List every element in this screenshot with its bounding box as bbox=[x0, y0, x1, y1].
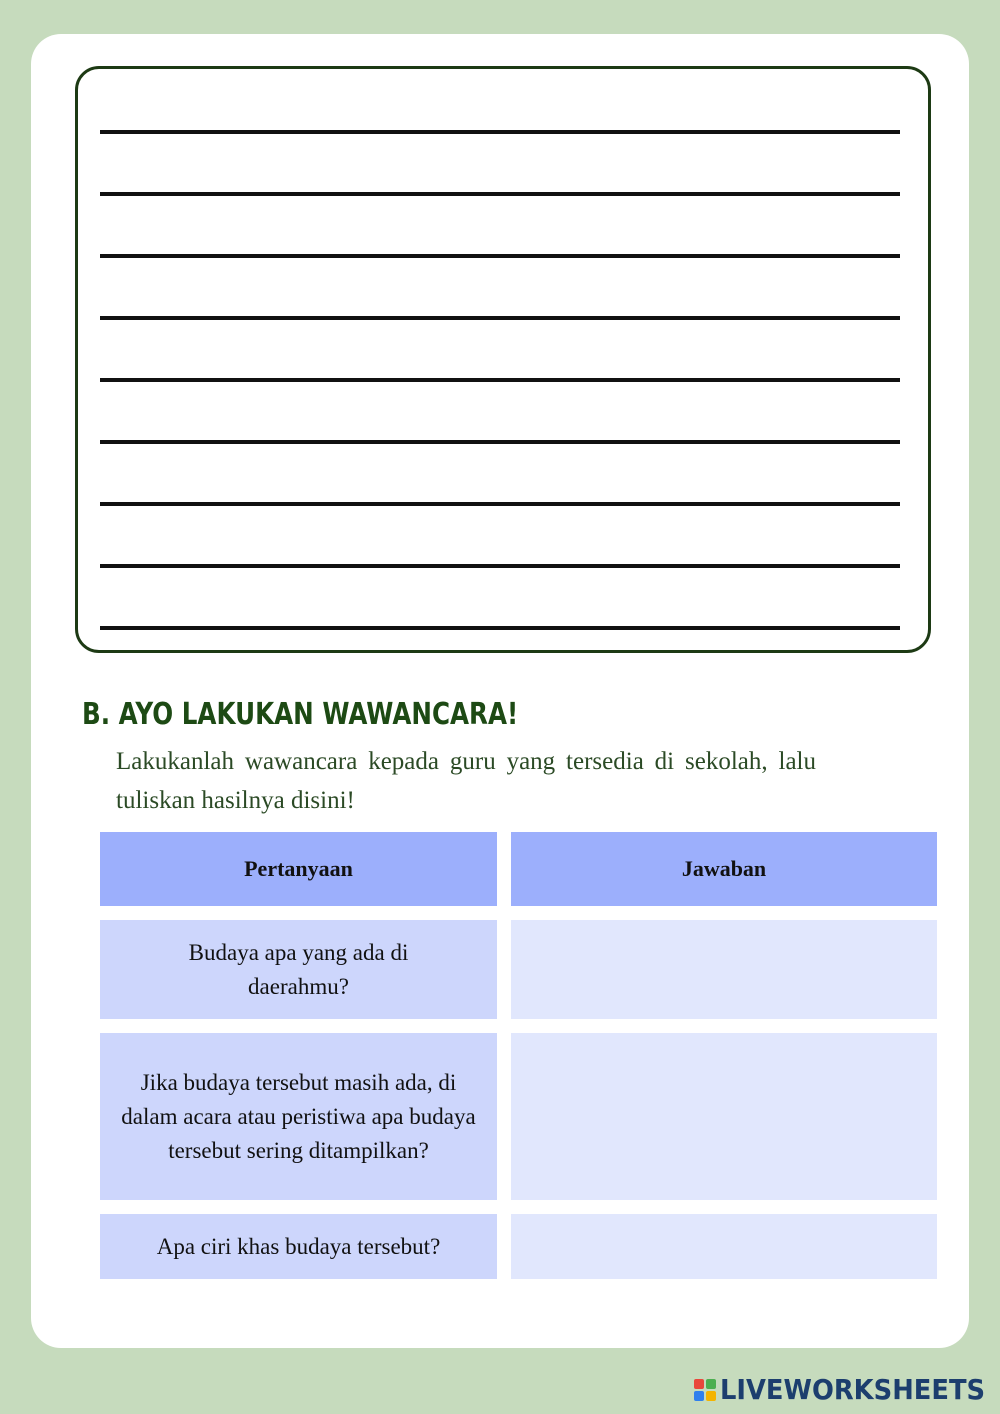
writing-line bbox=[100, 254, 900, 258]
writing-line bbox=[100, 440, 900, 444]
writing-line bbox=[100, 316, 900, 320]
logo-blocks-icon bbox=[694, 1379, 716, 1401]
answer-field[interactable] bbox=[511, 1033, 937, 1200]
question-cell: Jika budaya tersebut masih ada, di dalam acara atau peristiwa apa budaya tersebut sering ditampilkan? bbox=[100, 1033, 497, 1200]
writing-line bbox=[100, 130, 900, 134]
header-jawaban: Jawaban bbox=[511, 832, 937, 906]
question-cell: Apa ciri khas budaya tersebut? bbox=[100, 1214, 497, 1279]
writing-line bbox=[100, 626, 900, 630]
writing-line bbox=[100, 564, 900, 568]
question-cell: Budaya apa yang ada di daerahmu? bbox=[100, 920, 497, 1019]
brand-name: LIVEWORKSHEETS bbox=[720, 1373, 986, 1406]
section-instruction: Lakukanlah wawancara kepada guru yang tersedia di sekolah, lalu tuliskan hasilnya disini! bbox=[116, 748, 816, 814]
header-pertanyaan: Pertanyaan bbox=[100, 832, 497, 906]
answer-field[interactable] bbox=[511, 1214, 937, 1279]
writing-line bbox=[100, 192, 900, 196]
writing-line bbox=[100, 502, 900, 506]
answer-field[interactable] bbox=[511, 920, 937, 1019]
liveworksheets-logo bbox=[694, 1373, 1000, 1406]
section-heading: B. AYO LAKUKAN WAWANCARA! bbox=[82, 697, 519, 732]
writing-line bbox=[100, 378, 900, 382]
